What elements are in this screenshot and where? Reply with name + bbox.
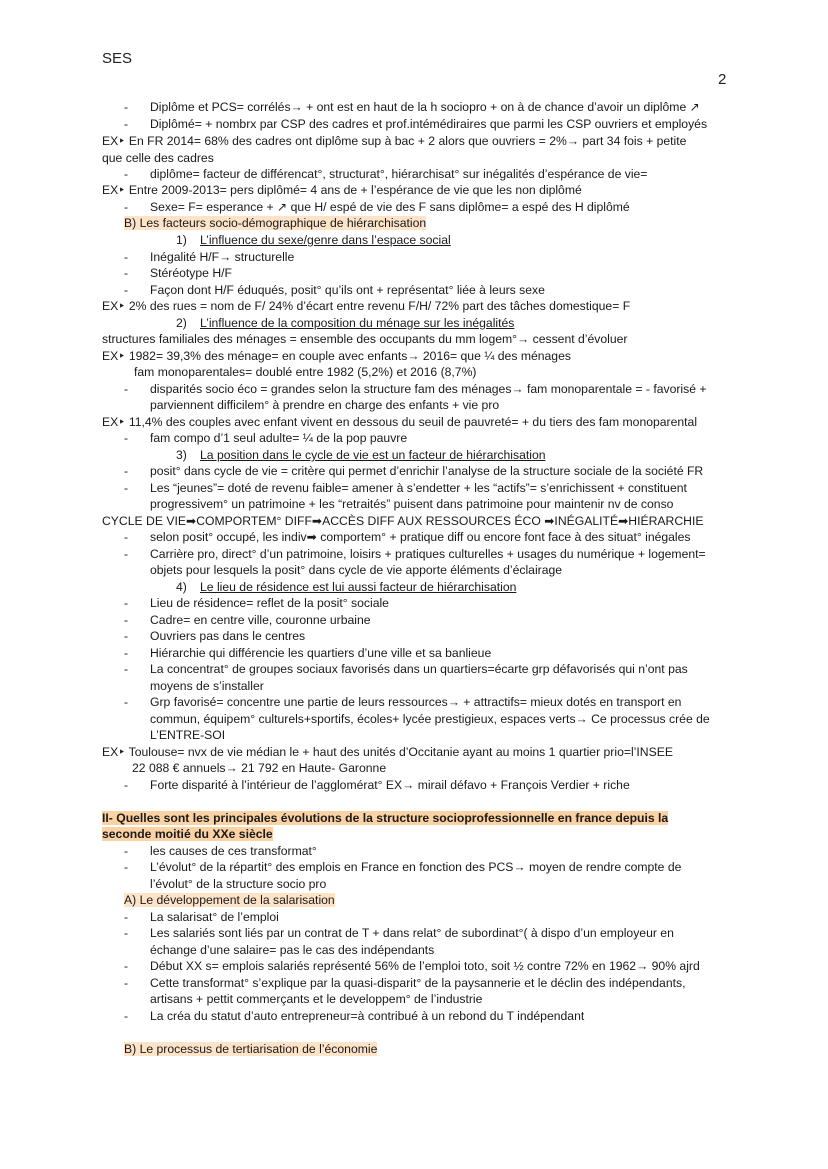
bullet-dash: - xyxy=(124,629,129,643)
bullet-item xyxy=(124,265,232,281)
bullet-text: Grp favorisé= concentre une partie de leurs ressources→ + attractifs= mieux dotés en transport en xyxy=(150,695,682,709)
paragraph-line: objets pour lesquels la posit° dans cycle de vie apporte éléments d’éclairage xyxy=(150,563,563,577)
bullet-text: Carrière pro, direct° d’un patrimoine, loisirs + pratiques culturelles + usages du numérique + logement= xyxy=(150,547,706,561)
bullet-text: La concentrat° de groupes sociaux favorisés dans un quartiers=écarte grp défavorisés qui n’ont pas xyxy=(150,662,688,676)
bullet-item xyxy=(124,1008,584,1024)
bullet-dash: - xyxy=(124,431,129,445)
bullet-text: Diplômé= + nombrx par CSP des cadres et prof.intémédiraires que parmi les CSP ouvriers et employés xyxy=(150,117,708,131)
bullet-item xyxy=(124,595,389,611)
paragraph-line: échange d’une salaire= pas le cas des indépendants xyxy=(150,943,435,957)
bullet-item xyxy=(124,282,545,298)
paragraph-line: commun, équipem° culturels+sportifs, écoles+ lycée prestigieux, espaces verts→ Ce processus crée de xyxy=(150,712,710,726)
paragraph-line: moyens de s’installer xyxy=(150,679,264,693)
bullet-text: Lieu de résidence= reflet de la posit° sociale xyxy=(150,596,389,610)
bullet-item xyxy=(124,546,706,562)
paragraph-line: fam monoparentales= doublé entre 1982 (5,2%) et 2016 (8,7%) xyxy=(134,365,477,379)
subheading-text: L’influence de la composition du ménage sur les inégalités xyxy=(200,316,515,330)
paragraph-line: artisans + pettit commerçants et le developpem° de l’industrie xyxy=(150,992,483,1006)
subheading-text: L’influence du sexe/genre dans l’espace social xyxy=(200,233,451,247)
bullet-text: Les salariés sont liés par un contrat de T + dans relat° de subordinat°( à dispo d’un employeur en xyxy=(150,926,674,940)
paragraph-line: L’ENTRE-SOI xyxy=(150,728,226,742)
section-heading-text: B) Le processus de tertiarisation de l’économie xyxy=(124,1042,378,1056)
bullet-dash: - xyxy=(124,860,129,874)
bullet-text: selon posit° occupé, les indiv➡ comportem° + pratique diff ou encore font face à des situat° inégales xyxy=(150,530,691,544)
paragraph-line: EX‣ En FR 2014= 68% des cadres ont diplôme sup à bac + 2 alors que ouvriers = 2%→ part 34 fois + petite xyxy=(102,134,687,148)
bullet-item xyxy=(124,381,707,397)
paragraph-line: EX‣ 1982= 39,3% des ménage= en couple avec enfants→ 2016= que ¼ des ménages xyxy=(102,349,571,363)
section-heading xyxy=(124,215,426,231)
bullet-dash: - xyxy=(124,778,129,792)
numbered-subheading xyxy=(176,579,516,595)
bullet-item xyxy=(124,480,687,496)
bullet-item xyxy=(124,975,685,991)
part-title xyxy=(102,810,668,826)
bullet-item xyxy=(124,661,688,677)
bullet-text: Stéréotype H/F xyxy=(150,266,232,280)
section-heading-text: A) Le développement de la salarisation xyxy=(124,893,335,907)
bullet-dash: - xyxy=(124,596,129,610)
bullet-text: Ouvriers pas dans le centres xyxy=(150,629,306,643)
bullet-text: La salarisat° de l’emploi xyxy=(150,910,279,924)
bullet-text: Inégalité H/F→ structurelle xyxy=(150,250,295,264)
bullet-text: Diplôme et PCS= corrélés→ + ont est en haut de la h sociopro + on à de chance d’avoir un diplôme ↗ xyxy=(150,100,700,114)
part-title-text: II- Quelles sont les principales évolutions de la structure socioprofessionnelle en france depuis la xyxy=(102,811,669,825)
subheading-number: 2) xyxy=(176,316,187,330)
bullet-item xyxy=(124,463,703,479)
part-title-text: seconde moitié du XXe siècle xyxy=(102,827,273,841)
bullet-dash: - xyxy=(124,646,129,660)
section-heading xyxy=(124,892,335,908)
bullet-dash: - xyxy=(124,382,129,396)
document-subject: SES xyxy=(102,50,133,67)
paragraph-line: parviennent difficilem° à prendre en charge des enfants + vie pro xyxy=(150,398,500,412)
numbered-subheading xyxy=(176,315,514,331)
numbered-subheading xyxy=(176,232,451,248)
bullet-dash: - xyxy=(124,167,129,181)
paragraph-line: 22 088 € annuels→ 21 792 en Haute- Garonne xyxy=(132,761,387,775)
bullet-text: Sexe= F= esperance + ↗ que H/ espé de vie des F sans diplôme= a espé des H diplômé xyxy=(150,200,630,214)
bullet-text: Forte disparité à l’intérieur de l’agglomérat° EX→ mirail défavo + François Verdier + riche xyxy=(150,778,630,792)
bullet-text: L’évolut° de la répartit° des emplois en France en fonction des PCS→ moyen de rendre compte de xyxy=(150,860,682,874)
bullet-item xyxy=(124,628,305,644)
bullet-text: posit° dans cycle de vie = critère qui permet d’enrichir l’analyse de la structure sociale de la société FR xyxy=(150,464,704,478)
paragraph-line: EX‣ Toulouse= nvx de vie médian le + haut des unités d’Occitanie ayant au moins 1 quartier prio=l’INSEE xyxy=(102,745,673,759)
bullet-text: La créa du statut d’auto entrepreneur=à contribué à un rebond du T indépendant xyxy=(150,1009,585,1023)
bullet-item xyxy=(124,925,674,941)
bullet-dash: - xyxy=(124,250,129,264)
subheading-number: 1) xyxy=(176,233,187,247)
bullet-dash: - xyxy=(124,910,129,924)
bullet-item xyxy=(124,645,491,661)
bullet-item xyxy=(124,694,681,710)
bullet-item xyxy=(124,612,371,628)
paragraph-line: CYCLE DE VIE➡COMPORTEM° DIFF➡ACCÈS DIFF AUX RESSOURCES ÉCO ➡INÉGALITÉ➡HIÉRARCHIE xyxy=(102,514,704,528)
bullet-text: Cadre= en centre ville, couronne urbaine xyxy=(150,613,371,627)
paragraph-line: que celle des cadres xyxy=(102,151,214,165)
paragraph-line: EX‣ Entre 2009-2013= pers diplômé= 4 ans de + l’espérance de vie que les non diplômé xyxy=(102,183,582,197)
bullet-text: Les “jeunes”= doté de revenu faible= amener à s’endetter + les “actifs”= s’enrichissent + constituent xyxy=(150,481,687,495)
bullet-item xyxy=(124,99,700,115)
bullet-text: les causes de ces transformat° xyxy=(150,844,317,858)
bullet-dash: - xyxy=(124,266,129,280)
bullet-dash: - xyxy=(124,200,129,214)
part-title xyxy=(102,826,273,842)
bullet-item xyxy=(124,199,630,215)
bullet-item xyxy=(124,529,691,545)
page-number: 2 xyxy=(718,71,727,88)
bullet-dash: - xyxy=(124,100,129,114)
bullet-text: fam compo d’1 seul adulte= ¼ de la pop pauvre xyxy=(150,431,408,445)
subheading-number: 4) xyxy=(176,580,187,594)
bullet-item xyxy=(124,859,681,875)
paragraph-line: l’évolut° de la structure socio pro xyxy=(150,877,327,891)
section-heading xyxy=(124,1041,377,1057)
bullet-text: Façon dont H/F éduqués, posit° qu’ils ont + représentat° liée à leurs sexe xyxy=(150,283,545,297)
section-heading-text: B) Les facteurs socio-démographique de hiérarchisation xyxy=(124,216,427,230)
paragraph-line: progressivem° un patrimoine + les “retraités” puisent dans patrimoine pour maintenir nv de conso xyxy=(150,497,674,511)
paragraph-line: structures familiales des ménages = ensemble des occupants du mm logem°→ cessent d’évoluer xyxy=(102,332,628,346)
bullet-item xyxy=(124,166,647,182)
bullet-dash: - xyxy=(124,695,129,709)
bullet-text: Hiérarchie qui différencie les quartiers d’une ville et sa banlieue xyxy=(150,646,492,660)
bullet-item xyxy=(124,843,317,859)
bullet-text: Cette transformat° s’explique par la quasi-disparit° de la paysannerie et le déclin des indépendants, xyxy=(150,976,686,990)
bullet-text: Début XX s= emplois salariés représenté 56% de l’emploi toto, soit ½ contre 72% en 1962→ 90% ajrd xyxy=(150,959,700,973)
bullet-dash: - xyxy=(124,976,129,990)
bullet-dash: - xyxy=(124,844,129,858)
subheading-text: La position dans le cycle de vie est un facteur de hiérarchisation xyxy=(200,448,546,462)
bullet-item xyxy=(124,116,707,132)
bullet-dash: - xyxy=(124,117,129,131)
subheading-text: Le lieu de résidence est lui aussi facteur de hiérarchisation xyxy=(200,580,517,594)
bullet-dash: - xyxy=(124,530,129,544)
bullet-dash: - xyxy=(124,926,129,940)
bullet-dash: - xyxy=(124,1009,129,1023)
bullet-item xyxy=(124,430,407,446)
bullet-item xyxy=(124,777,630,793)
bullet-item xyxy=(124,249,294,265)
bullet-dash: - xyxy=(124,613,129,627)
bullet-item xyxy=(124,909,279,925)
bullet-dash: - xyxy=(124,959,129,973)
paragraph-line: EX‣ 11,4% des couples avec enfant vivent en dessous du seuil de pauvreté= + du tiers des fam monoparental xyxy=(102,415,698,429)
paragraph-line: EX‣ 2% des rues = nom de F/ 24% d’écart entre revenu F/H/ 72% part des tâches domestique= F xyxy=(102,299,631,313)
bullet-dash: - xyxy=(124,283,129,297)
bullet-text: disparités socio éco = grandes selon la structure fam des ménages→ fam monoparentale = - favorisé + xyxy=(150,382,707,396)
bullet-text: diplôme= facteur de différencat°, structurat°, hiérarchisat° sur inégalités d’espérance de vie= xyxy=(150,167,648,181)
bullet-dash: - xyxy=(124,547,129,561)
subheading-number: 3) xyxy=(176,448,187,462)
bullet-dash: - xyxy=(124,662,129,676)
numbered-subheading xyxy=(176,447,546,463)
bullet-dash: - xyxy=(124,481,129,495)
bullet-item xyxy=(124,958,700,974)
bullet-dash: - xyxy=(124,464,129,478)
